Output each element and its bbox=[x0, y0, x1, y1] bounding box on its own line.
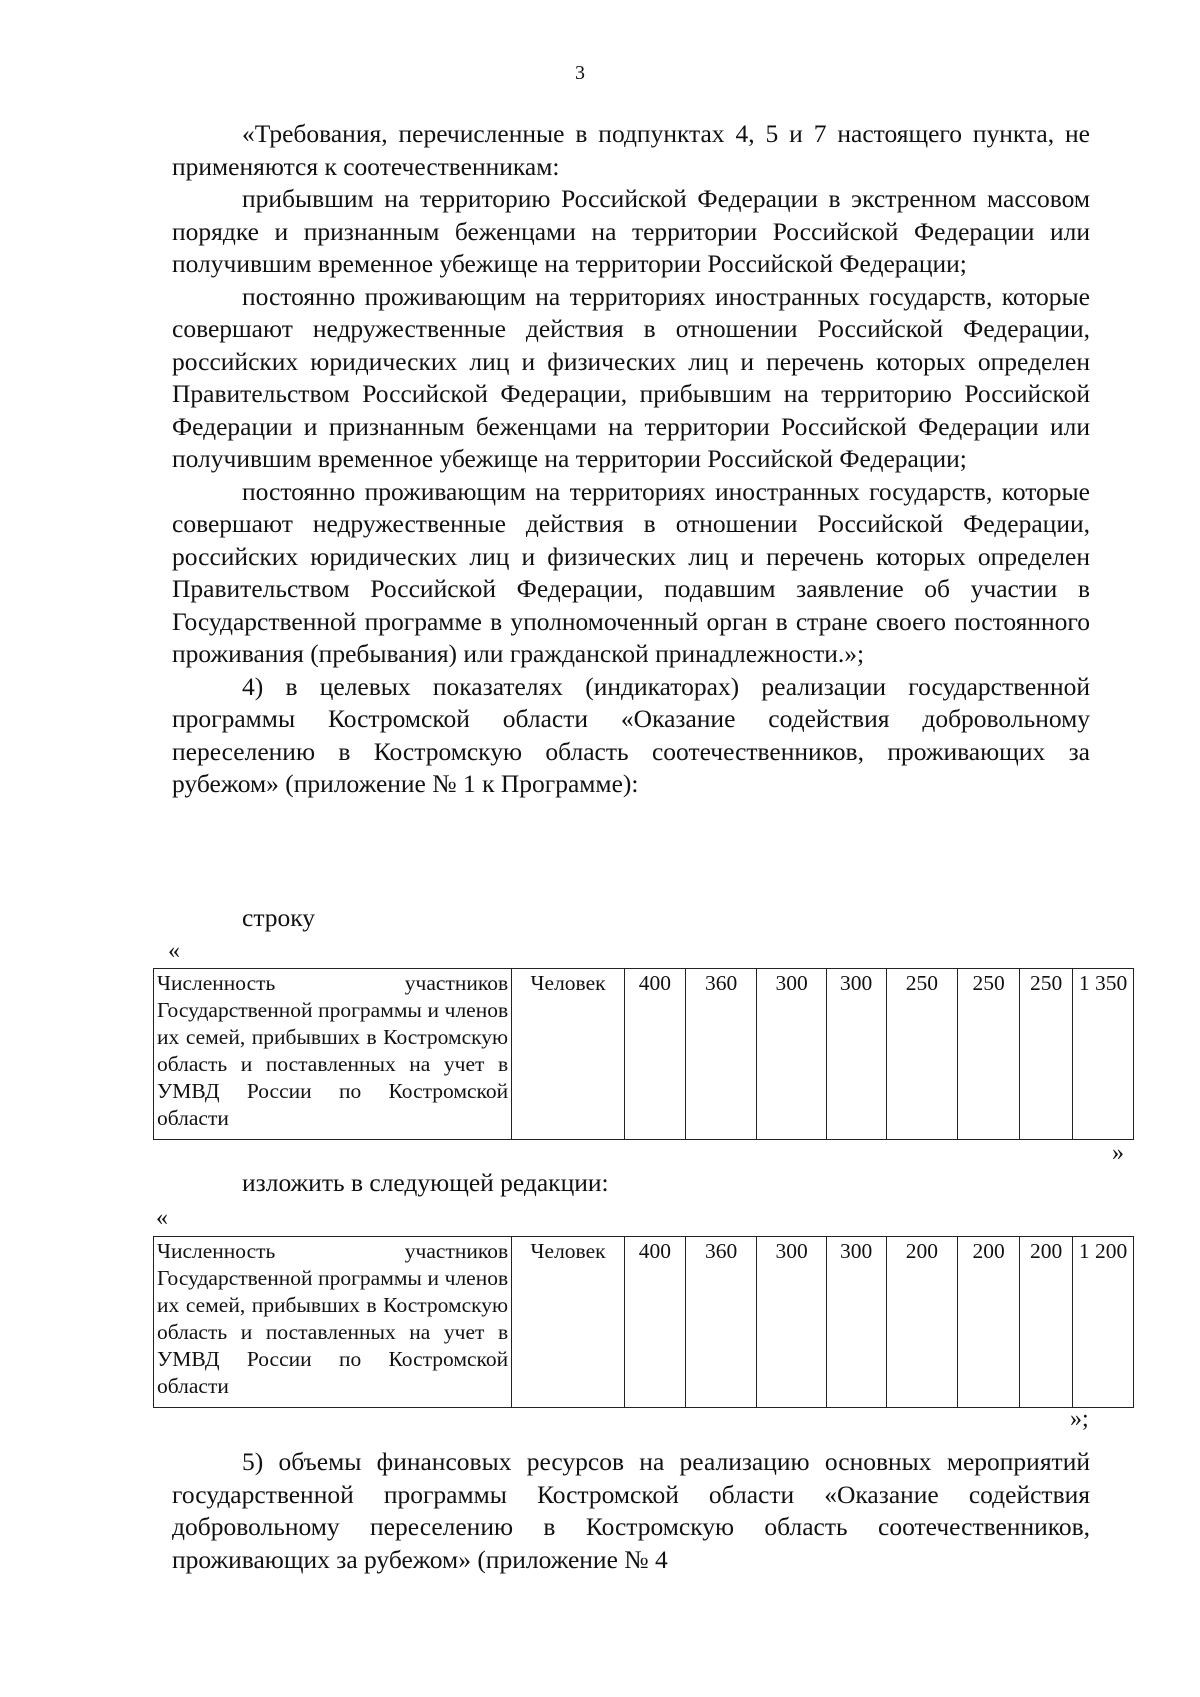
paragraph-item-4: 4) в целевых показателях (индикаторах) реализации государственной программы Костромской области «Оказание содействия добровольному переселению в Костромскую область соотечественников, проживающих за рубежом» (приложение № 1 к Программе): bbox=[172, 671, 1090, 798]
unit-cell: Человек bbox=[512, 969, 625, 1140]
value-cell: 200 bbox=[886, 1237, 958, 1408]
paragraph-emergency-arrivals: прибывшим на территорию Российской Федерации в экстренном массовом порядке и признанным беженцами на территории Российской Федерации или получившим временное убежище на территории Российской Федерации; bbox=[172, 184, 1090, 278]
quote-open-2: « bbox=[156, 1205, 168, 1231]
value-cell: 300 bbox=[757, 1237, 826, 1408]
unit-cell: Человек bbox=[512, 1237, 625, 1408]
quote-close-2: »; bbox=[1070, 1406, 1089, 1432]
paragraph-unfriendly-states-applied: постоянно проживающим на территориях иностранных государств, которые совершают недружественные действия в отношении Российской Федерации, российских юридических лиц и физических лиц и перечень которых определен Правительством Российской Федерации, подавшим заявление об участии в Государственной программе в уполномоченный орган в стране своего постоянного проживания (пребывания) или гражданской принадлежности.»; bbox=[172, 476, 1090, 668]
value-cell: 250 bbox=[958, 969, 1020, 1140]
value-cell: 300 bbox=[826, 1237, 886, 1408]
value-cell: 200 bbox=[1020, 1237, 1073, 1408]
indicator-table-new bbox=[153, 1236, 1134, 1408]
value-cell: 300 bbox=[757, 969, 826, 1140]
value-cell: 200 bbox=[958, 1237, 1020, 1408]
quote-close-1: » bbox=[1112, 1140, 1124, 1166]
body-text-bottom bbox=[172, 1446, 1090, 1576]
table-row bbox=[154, 1237, 1134, 1408]
value-cell: 400 bbox=[624, 969, 685, 1140]
value-cell: 250 bbox=[886, 969, 958, 1140]
value-cell: 250 bbox=[1020, 969, 1073, 1140]
value-cell: 300 bbox=[826, 969, 886, 1140]
total-cell: 1 350 bbox=[1073, 969, 1134, 1140]
total-cell: 1 200 bbox=[1073, 1237, 1134, 1408]
value-cell: 360 bbox=[685, 969, 757, 1140]
value-cell: 400 bbox=[624, 1237, 685, 1408]
paragraph-unfriendly-states-arrived: постоянно проживающим на территориях иностранных государств, которые совершают недружественные действия в отношении Российской Федерации, российских юридических лиц и физических лиц и перечень которых определен Правительством Российской Федерации, прибывшим на территорию Российской Федерации и признанным беженцами на территории Российской Федерации или получившим временное убежище на территории Российской Федерации; bbox=[172, 281, 1090, 473]
indicator-table-old bbox=[153, 968, 1134, 1140]
paragraph-item-5: 5) объемы финансовых ресурсов на реализацию основных мероприятий государственной программы Костромской области «Оказание содействия добровольному переселению в Костромскую область соотечественников, проживающих за рубежом» (приложение № 4 bbox=[172, 1447, 1090, 1574]
body-text-top bbox=[172, 118, 1090, 801]
value-cell: 360 bbox=[685, 1237, 757, 1408]
quote-open-1: « bbox=[168, 938, 180, 964]
paragraph-requirements: «Требования, перечисленные в подпунктах 4, 5 и 7 настоящего пункта, не применяются к соотечественникам: bbox=[172, 119, 1090, 181]
table-row bbox=[154, 969, 1134, 1140]
label-new-edition: изложить в следующей редакции: bbox=[242, 1168, 609, 1197]
label-row: строку bbox=[242, 903, 316, 932]
page-number: 3 bbox=[575, 62, 585, 84]
indicator-name-cell: Численность участников Государственной программы и членов их семей, прибывших в Костромскую область и поставленных на учет в УМВД России по Костромской области bbox=[154, 969, 512, 1140]
indicator-name-cell: Численность участников Государственной программы и членов их семей, прибывших в Костромскую область и поставленных на учет в УМВД России по Костромской области bbox=[154, 1237, 512, 1408]
